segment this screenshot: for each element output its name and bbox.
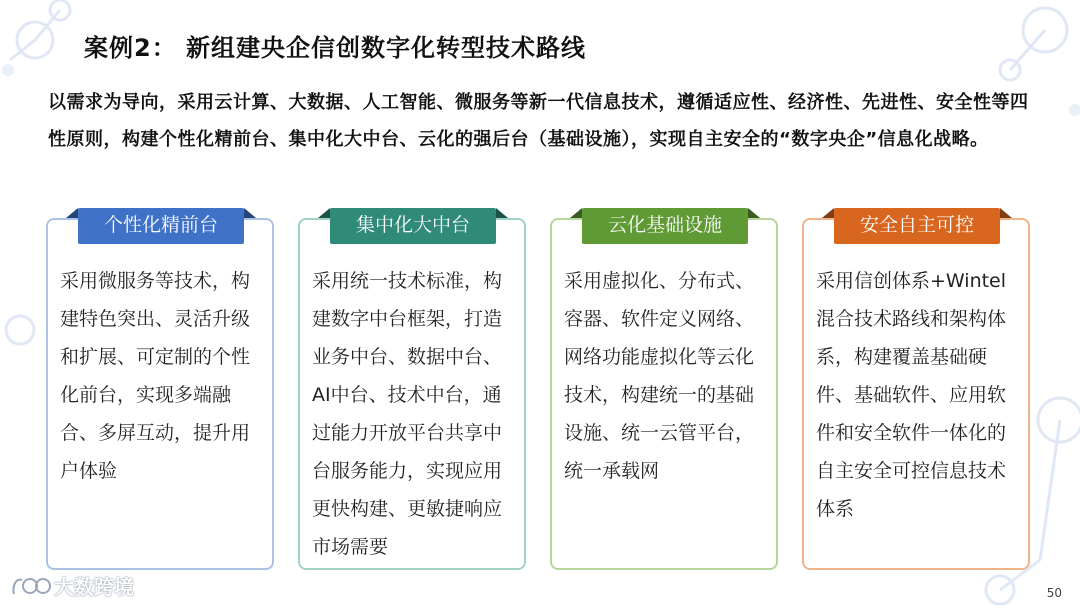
card-cloud-infrastructure xyxy=(550,218,778,570)
page-title: 案例2： 新组建央企信创数字化转型技术路线 xyxy=(84,34,587,62)
tab-fold-right xyxy=(1000,208,1012,218)
brand-logo xyxy=(10,570,134,600)
intro-paragraph: 以需求为导向，采用云计算、大数据、人工智能、微服务等新一代信息技术，遵循适应性、经济性、先进性、安全性等四性原则，构建个性化精前台、集中化大中台、云化的强后台（基础设施），实现自主安全的“数字央企”信息化战略。 xyxy=(48,92,1029,150)
card-security-control-tab: 安全自主可控 xyxy=(834,208,1000,244)
brand-logo-icon xyxy=(10,570,54,600)
page-number: 50 xyxy=(1046,586,1062,600)
tab-fold-right xyxy=(748,208,760,218)
card-middle-platform-body: 采用统一技术标准，构建数字中台框架，打造业务中台、数据中台、AI中台、技术中台，通过能力开放平台共享中台服务能力，实现应用更快构建、更敏捷响应市场需要 xyxy=(312,270,503,558)
card-cloud-infrastructure-tab: 云化基础设施 xyxy=(582,208,748,244)
tab-fold-right xyxy=(496,208,508,218)
card-front-end-body: 采用微服务等技术，构建特色突出、灵活升级和扩展、可定制的个性化前台，实现多端融合、多屏互动，提升用户体验 xyxy=(60,270,251,482)
tab-fold-left xyxy=(570,208,582,218)
tab-fold-left xyxy=(822,208,834,218)
card-cloud-infrastructure-body: 采用虚拟化、分布式、容器、软件定义网络、网络功能虚拟化等云化技术，构建统一的基础设施、统一云管平台，统一承载网 xyxy=(564,270,755,482)
tab-fold-left xyxy=(66,208,78,218)
card-middle-platform-tab: 集中化大中台 xyxy=(330,208,496,244)
card-middle-platform xyxy=(298,218,526,570)
card-security-control-body: 采用信创体系+Wintel混合技术路线和架构体系，构建覆盖基础硬件、基础软件、应用软件和安全软件一体化的自主安全可控信息技术体系 xyxy=(816,270,1007,520)
tab-fold-left xyxy=(318,208,330,218)
card-security-control xyxy=(802,218,1030,570)
brand-logo-text: 大数跨境 xyxy=(54,574,134,599)
tab-fold-right xyxy=(244,208,256,218)
card-front-end xyxy=(46,218,274,570)
card-front-end-tab: 个性化精前台 xyxy=(78,208,244,244)
